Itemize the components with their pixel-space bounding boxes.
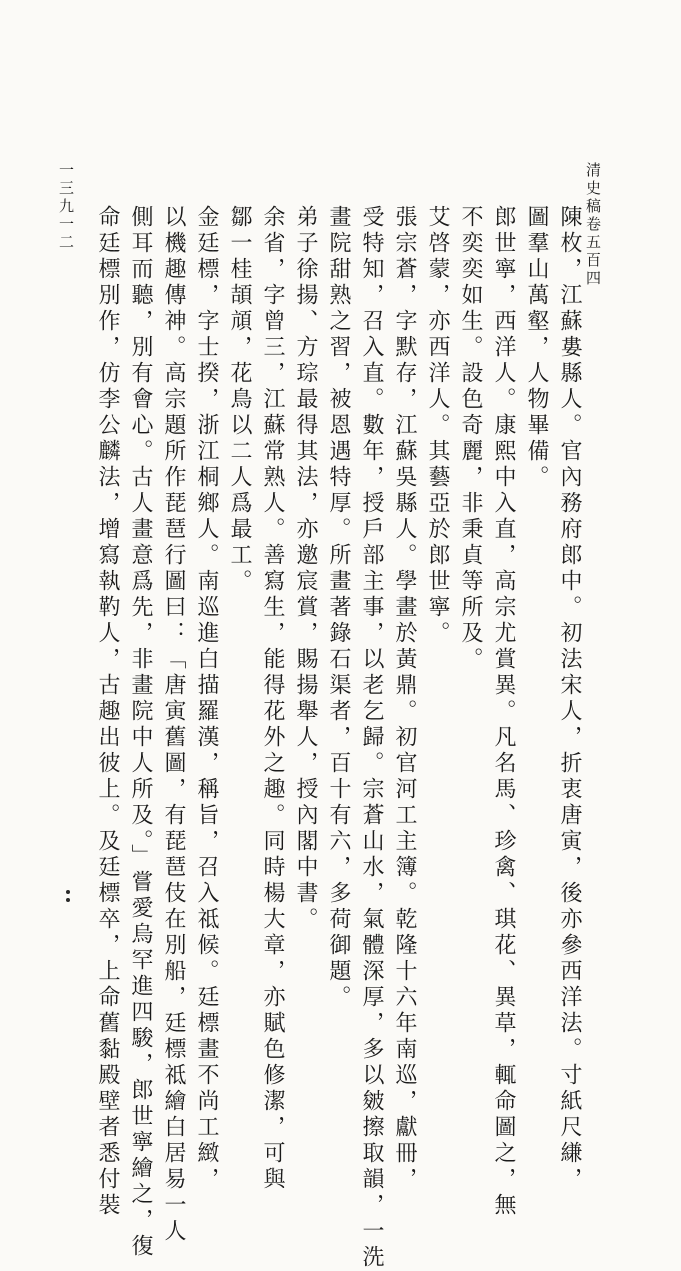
margin-mark	[66, 898, 70, 902]
text-line-11: 鄒一桂頡頏，花鳥以二人爲最工。	[227, 205, 252, 595]
text-line-15: 命廷標別作，仿李公麟法，增寫執靮人，古趣出彼上。及廷標卒，上命舊黏殿壁者悉付裝	[95, 205, 120, 1219]
text-line-1: 陳枚，江蘇婁縣人。官內務府郎中。初法宋人，折衷唐寅，後亦參西洋法。寸紙尺縑，	[557, 205, 582, 1193]
text-line-8: 畫院甜熟之習，被恩遇特厚。所畫著錄石渠者，百十有六，多荷御題。	[326, 205, 351, 1011]
margin-mark	[66, 890, 70, 894]
text-line-5: 艾啓蒙，亦西洋人。其藝亞於郎世寧。	[425, 205, 450, 647]
text-line-7: 受特知，召入直。數年，授戶部主事，以老乞歸。宗蒼山水，氣體深厚，多以皴擦取韻，一洗	[359, 205, 384, 1271]
text-line-10: 余省，字曾三，江蘇常熟人。善寫生，能得花外之趣。同時楊大章，亦賦色修潔，可與	[260, 205, 285, 1193]
text-line-3: 郎世寧，西洋人。康熙中入直，高宗尤賞異。凡名馬、珍禽、琪花、異草，輒命圖之，無	[491, 205, 516, 1219]
text-line-4: 不奕奕如生。設色奇麗，非秉貞等所及。	[458, 205, 483, 673]
text-line-6: 張宗蒼，字默存，江蘇吳縣人。學畫於黃鼎。初官河工主簿。乾隆十六年南巡，獻冊，	[392, 205, 417, 1193]
page-number: 一三九一二	[57, 162, 75, 252]
text-line-2: 圖羣山萬壑，人物畢備。	[524, 205, 549, 491]
text-line-9: 弟子徐揚、方琮最得其法，亦邀宸賞，賜揚舉人，授內閣中書。	[293, 205, 318, 933]
text-line-14: 側耳而聽，別有會心。古人畫意爲先，非畫院中人所及。」嘗愛烏罕進四駿，郎世寧繪之，復	[128, 205, 153, 1260]
book-title: 清史稿卷五百四	[584, 162, 602, 288]
text-line-12: 金廷標，字士揆，浙江桐鄉人。南巡進白描羅漢，稱旨，召入祗候。廷標畫不尚工緻，	[194, 205, 219, 1193]
text-line-13: 以機趣傳神。高宗題所作琵琶行圖曰：「唐寅舊圖，有琵琶伎在別船，廷標祗繪白居易一人	[161, 205, 186, 1245]
